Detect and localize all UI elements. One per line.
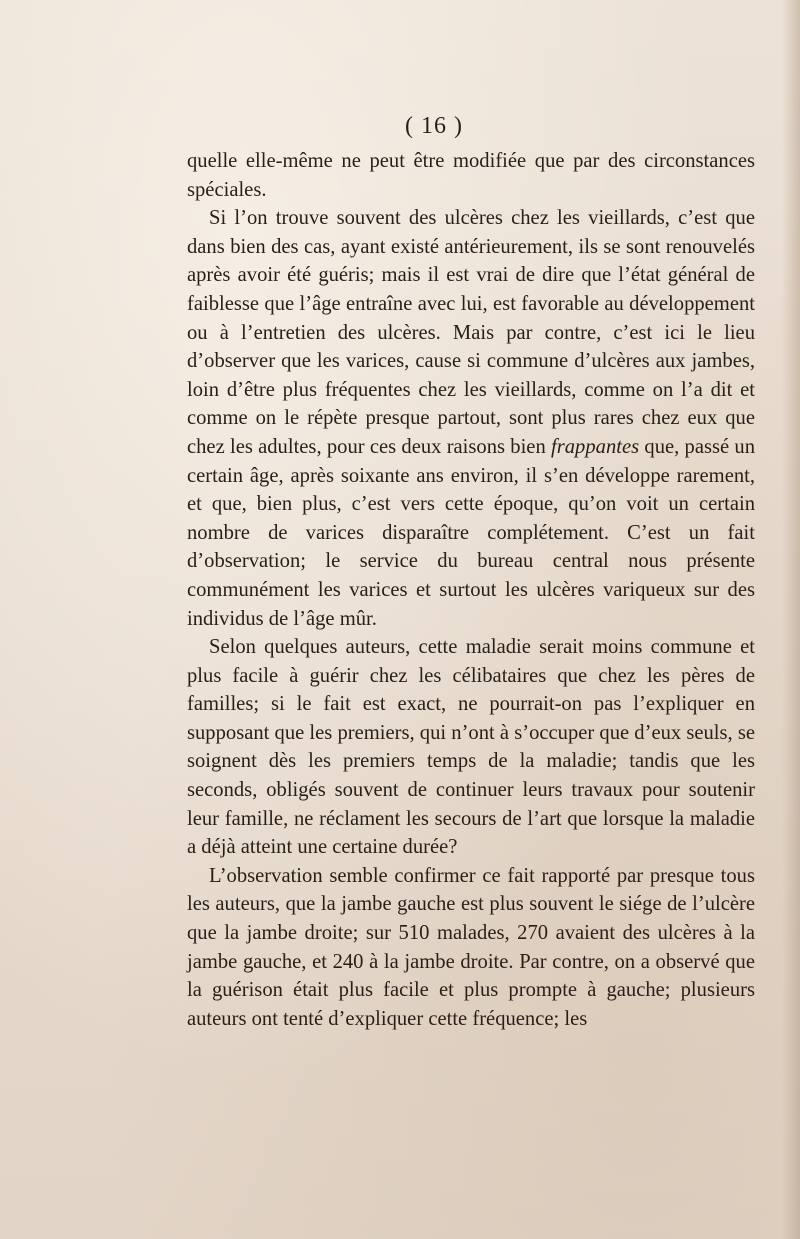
italic-word: frappantes	[551, 435, 640, 458]
page-number: ( 16 )	[405, 113, 463, 139]
paragraph-ulceres-vieillards	[187, 204, 755, 633]
page-edge-shadow	[782, 0, 800, 1239]
paragraph-celibataires: Selon quelques auteurs, cette maladie serait moins commune et plus facile à guérir chez les célibataires que chez les pères de familles; si le fait est exact, ne pourrait-on pas l’expliquer en supposant que les premiers, qui n’ont à s’occuper que d’eux seuls, se soignent dès les premiers temps de la maladie; tandis que les seconds, obligés souvent de continuer leurs travaux pour soutenir leur famille, ne réclament les secours de l’art que lorsque la maladie a déjà atteint une certaine durée?	[187, 636, 755, 859]
paragraph-continuation: quelle elle-même ne peut être modifiée que par des circonstances spéciales.	[187, 150, 755, 201]
paragraph-text: Si l’on trouve souvent des ulcères chez les vieillards, c’est que dans bien des cas, ayant existé antérieurement, ils se sont renouvelés après avoir été guéris; mais il est vrai de dire que l’état général de faiblesse que l’âge entraîne avec lui, est favorable au développement ou à l’entretien des ulcères. Mais par contre, c’est ici le lieu d’observer que les varices, cause si commune d’ulcères aux jambes, loin d’être plus fréquentes chez les vieillards, comme on l’a dit et comme on le répète presque partout, sont plus rares chez eux que chez les adultes, pour ces deux raisons bien	[187, 207, 755, 458]
paragraph-jambe-gauche: L’observation semble confirmer ce fait rapporté par presque tous les auteurs, que la jambe gauche est plus souvent le siége de l’ulcère que la jambe droite; sur 510 malades, 270 avaient des ulcères à la jambe gauche, et 240 à la jambe droite. Par contre, on a observé que la guérison était plus facile et plus prompte à gauche; plusieurs auteurs ont tenté d’expliquer cette fréquence; les	[187, 864, 755, 1030]
body-text	[187, 147, 755, 1033]
paragraph-text: que, passé un certain âge, après soixante ans environ, il s’en développe rarement, et que, bien plus, c’est vers cette époque, qu’on voit un certain nombre de varices disparaître complétement. C’est un fait d’observation; le service du bureau central nous présente communément les varices et surtout les ulcères variqueux sur des individus de l’âge mûr.	[187, 435, 755, 630]
